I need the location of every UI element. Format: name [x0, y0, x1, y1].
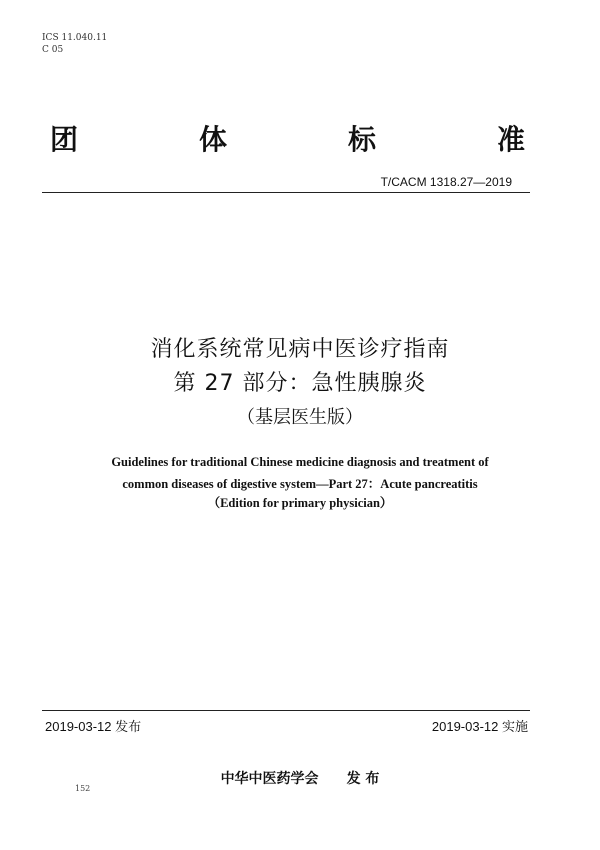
standard-type-heading: [50, 118, 525, 158]
chinese-title-line-1: 消化系统常见病中医诊疗指南: [150, 337, 450, 362]
page-number: 152: [75, 784, 91, 793]
ics-code: ICS 11.040.11: [42, 33, 108, 43]
english-title-line-3: （Edition for primary physician）: [207, 496, 393, 510]
standard-type-char: 体: [198, 123, 227, 156]
top-divider: [42, 192, 530, 193]
implementation-date: 2019-03-12 实施: [431, 719, 528, 734]
standard-type-char: 团: [50, 123, 79, 156]
standard-number: T/CACM 1318.27—2019: [380, 175, 512, 189]
chinese-title-line-2: 第 27 部分：急性胰腺炎: [173, 371, 427, 396]
publisher-name: 中华中医药学会: [220, 771, 319, 787]
standard-type-char: 准: [496, 123, 525, 156]
chinese-title-line-3: （基层医生版）: [237, 407, 363, 428]
bottom-divider: [42, 710, 530, 711]
publisher-action: 发 布: [346, 771, 380, 787]
standard-type-char: 标: [347, 123, 376, 156]
issue-date: 2019-03-12 发布: [45, 719, 142, 734]
english-title-line-1: Guidelines for traditional Chinese medicine diagnosis and treatment of: [111, 455, 489, 469]
classification-codes: [42, 32, 107, 56]
ccs-code: C 05: [42, 45, 64, 55]
english-title-line-2: common diseases of digestive system—Part 27：Acute pancreatitis: [122, 477, 478, 491]
